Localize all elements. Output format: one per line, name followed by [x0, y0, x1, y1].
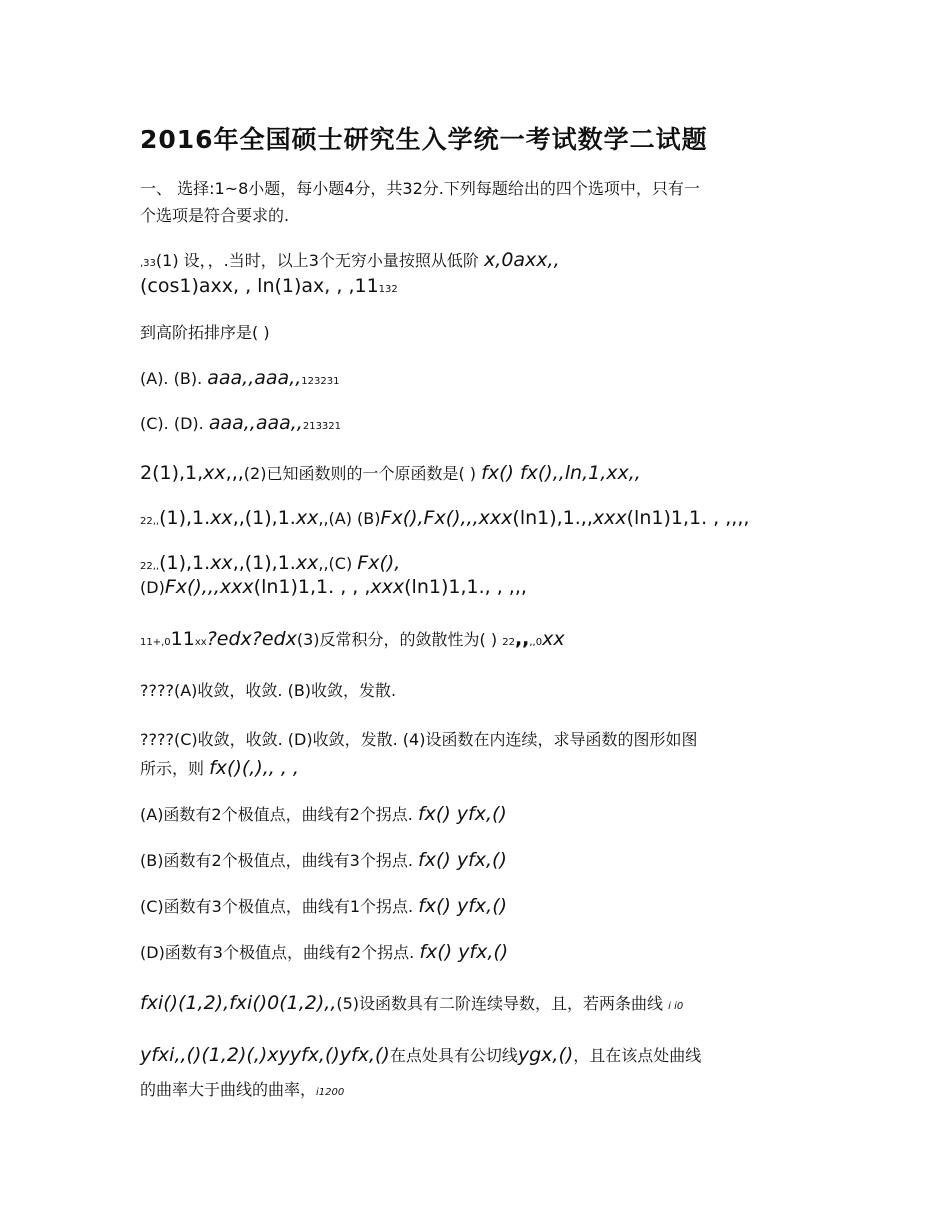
q2-ab-part-e-math: xxx	[592, 507, 627, 529]
question-1-options-cd	[140, 412, 341, 438]
q2-ab-labels: ,,(A) (B)	[318, 509, 381, 528]
question-2-option-d	[140, 576, 527, 599]
q1-expression: (cos1)axx, , ln(1)ax, , ,11	[140, 275, 379, 297]
q4-option-c-math: fx() yfx,()	[418, 895, 508, 917]
q5-line2-math: yfxi,,()(1,2)(,)xyyfx,()yfx,()	[140, 1044, 390, 1066]
q4-option-b-text: (B)函数有2个极值点，曲线有3个拐点.	[140, 851, 413, 870]
q3-prefix-subscript: 11+,0	[140, 637, 171, 648]
q2-c-part-a-math: xx	[210, 552, 233, 574]
question-1-line1	[140, 249, 560, 275]
q4-option-a-math: fx() yfx,()	[417, 803, 507, 825]
q4-option-b-math: fx() yfx,()	[418, 849, 507, 871]
q2-prefix-math: xx	[203, 462, 226, 484]
q1-options-cd-label: (C). (D).	[140, 414, 204, 433]
question-4-option-a	[140, 803, 507, 826]
q2-ab-part-b-math: xx	[295, 507, 319, 529]
question-3-options-ab: ????(A)收敛，收敛. (B)收敛，发散.	[140, 681, 397, 700]
q1-math-tail: x,0axx,,	[484, 249, 560, 271]
q4-option-d-math: fx() yfx,()	[419, 941, 509, 963]
q4-option-d-text: (D)函数有3个极值点，曲线有2个拐点.	[140, 943, 415, 962]
section-instructions-line2: 个选项是符合要求的.	[140, 206, 290, 225]
question-2-line1	[140, 462, 641, 485]
q2-stem: (2)已知函数则的一个原函数是( )	[243, 464, 477, 483]
q2-ab-part-a: (1),1.	[159, 507, 211, 529]
question-4-stem-line2	[140, 757, 299, 780]
q4-stem-text: 所示，则	[140, 759, 205, 778]
q1-prefix-subscript: ,33	[140, 258, 156, 269]
q2-c-part-b-math: xx	[295, 552, 319, 574]
q2-ab-part-b: ,,(1),1.	[232, 507, 296, 529]
q4-option-c-text: (C)函数有3个极值点，曲线有1个拐点.	[140, 897, 414, 916]
question-5-line1	[140, 992, 683, 1018]
q2-ab-part-f: (ln1)1,1. , ,,,,	[626, 507, 750, 529]
q2-d-part-c: (ln1)1,1., , ,,,	[404, 576, 527, 598]
q2-c-part-a: (1),1.	[159, 552, 211, 574]
page-title: 2016年全国硕士研究生入学统一考试数学二试题	[140, 125, 708, 154]
q3-post-subscript-2: ,,0	[529, 637, 543, 648]
q3-prefix: 11	[170, 628, 195, 650]
q2-c-label: ,,(C)	[318, 554, 353, 573]
question-5-line3	[140, 1079, 344, 1104]
q2-d-math-b: xxx	[370, 576, 405, 598]
q3-integrals: ?edx?edx	[206, 628, 297, 650]
q3-prefix-subscript-2: xx	[194, 637, 207, 648]
q2-prefix-tail: ,,,	[225, 462, 244, 484]
q2-d-math-a: Fx(),,,xxx	[164, 576, 254, 598]
q5-line2-text: 在点处具有公切线	[389, 1046, 518, 1065]
question-3-line1	[140, 628, 565, 654]
q1-options-ab-math: aaa,,aaa,,	[207, 367, 302, 389]
q3-post-subscript: 22	[502, 637, 515, 648]
q4-option-a-text: (A)函数有2个极值点，曲线有2个拐点.	[140, 805, 413, 824]
q3-stem: (3)反常积分，的敛散性为( )	[296, 630, 498, 649]
q4-stem-math: fx()(,),, , ,	[209, 757, 299, 779]
q2-c-part-b: ,,(1),1.	[232, 552, 296, 574]
q5-post-subscript: i i0	[668, 1001, 684, 1012]
question-4-option-c	[140, 895, 507, 918]
q1-stem: (1) 设，，.当时，以上3个无穷小量按照从低阶	[155, 251, 479, 270]
q2-ab-part-e: (ln1),1.,,	[512, 507, 593, 529]
question-1-line3: 到高阶拓排序是( )	[140, 323, 270, 342]
question-4-option-d	[140, 941, 508, 964]
q2-ab-subscript: 22,,	[140, 516, 160, 527]
q2-ab-math-f: Fx(),Fx(),,,xxx	[380, 507, 513, 529]
q2-c-math: Fx(),	[357, 552, 401, 574]
question-2-option-c	[140, 552, 400, 578]
question-4-option-b	[140, 849, 507, 872]
question-1-line2	[140, 275, 398, 301]
question-2-options-ab	[140, 507, 749, 533]
question-5-line2	[140, 1044, 701, 1067]
q2-ab-part-a-math: xx	[210, 507, 233, 529]
q1-expression-subscript: 132	[378, 284, 398, 295]
q3-post-math: xx	[542, 628, 565, 650]
q5-line3-text: 的曲率大于曲线的曲率，	[140, 1080, 317, 1099]
q3-post-bold: ,,	[514, 628, 530, 650]
q1-options-cd-subscript: 213321	[302, 421, 342, 432]
q2-c-subscript: 22,,	[140, 561, 160, 572]
section-instructions-line1: 一、 选择:1~8小题，每小题4分，共32分.下列每题给出的四个选项中，只有一	[140, 179, 700, 198]
q2-d-label: (D)	[140, 578, 165, 597]
q5-prefix-math: fxi()(1,2),fxi()0(1,2),,	[140, 992, 337, 1014]
q2-math-tail: fx() fx(),,ln,1,xx,,	[481, 462, 641, 484]
question-1-options-ab	[140, 367, 339, 393]
q2-prefix: 2(1),1,	[140, 462, 204, 484]
q1-options-ab-subscript: 123231	[301, 376, 340, 387]
q5-stem: (5)设函数具有二阶连续导数，且，若两条曲线	[336, 994, 664, 1013]
q1-options-ab-label: (A). (B).	[140, 369, 203, 388]
q1-options-cd-math: aaa,,aaa,,	[208, 412, 303, 434]
question-3-options-cd-q4-stem: ????(C)收敛，收敛. (D)收敛，发散. (4)设函数在内连续，求导函数的图形如图	[140, 730, 698, 749]
q5-line2-tail: ，且在该点处曲线	[573, 1046, 702, 1065]
q5-line2-math-2: ygx,()	[517, 1044, 574, 1066]
q2-d-part-b: (ln1)1,1. , , ,	[253, 576, 371, 598]
q5-line3-subscript: i1200	[316, 1087, 345, 1098]
